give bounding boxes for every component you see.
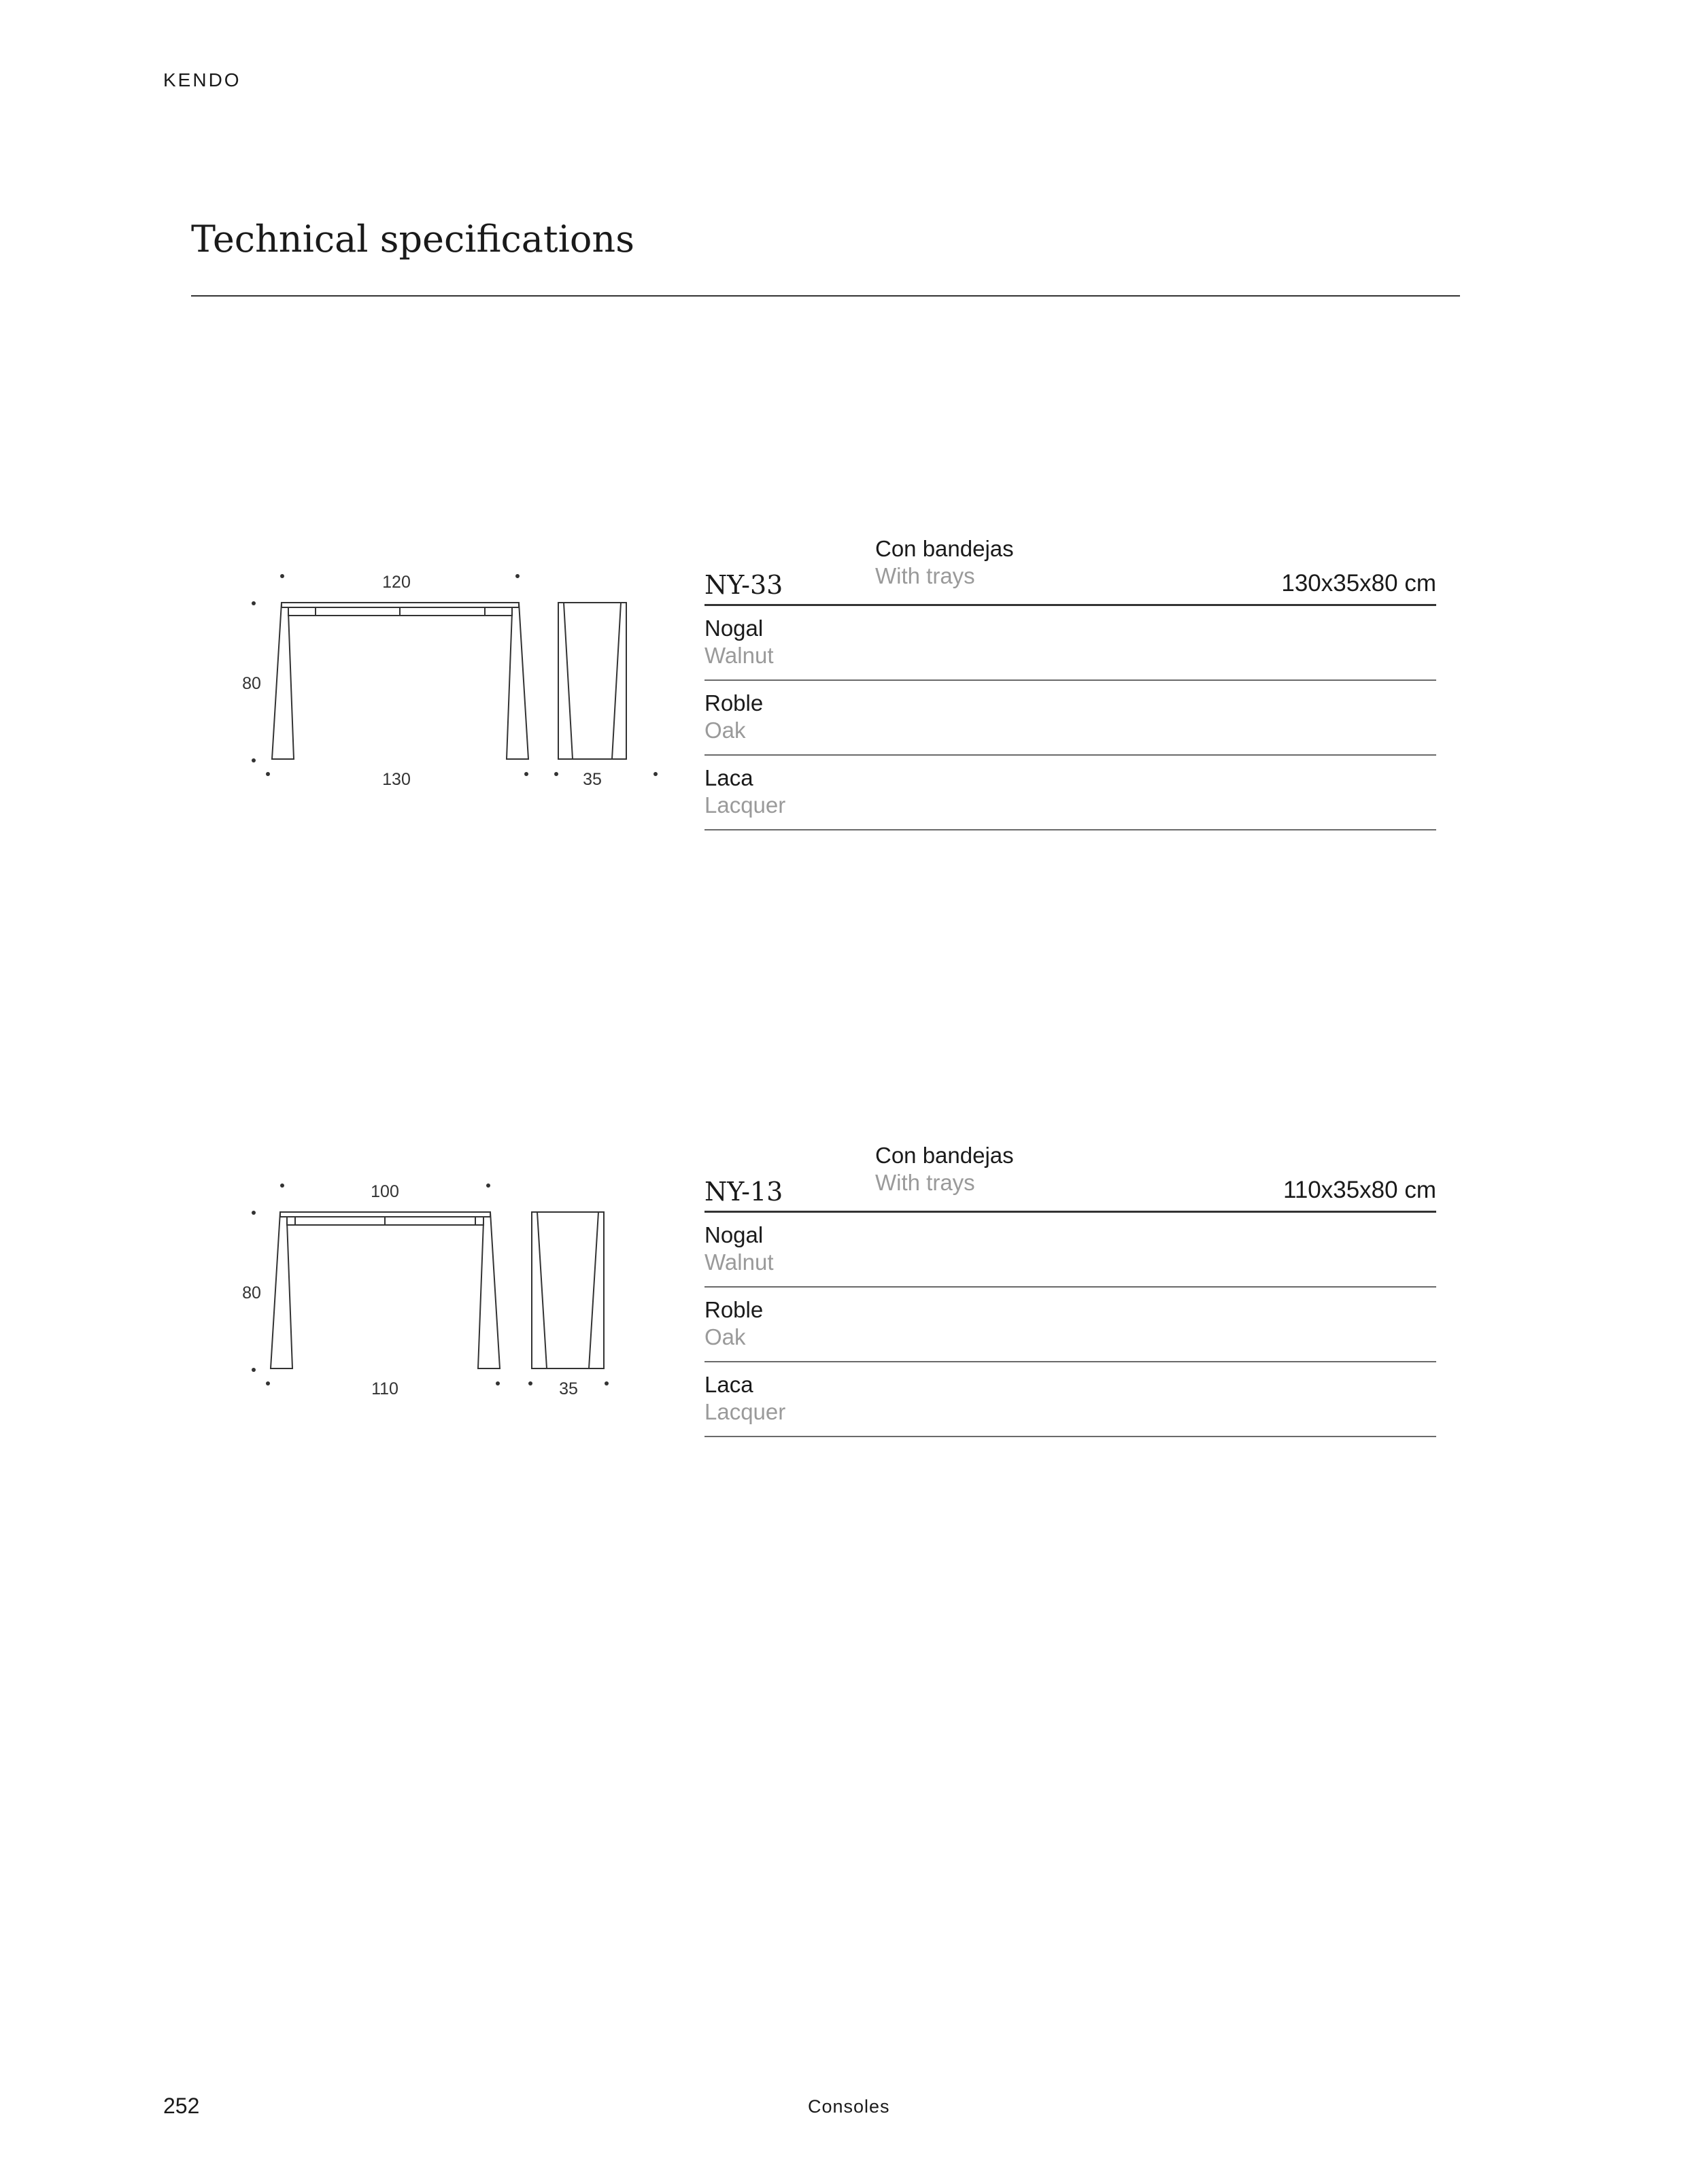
side-view <box>558 603 626 759</box>
variant-spanish: Con bandejas <box>875 536 1014 561</box>
product-drawing-ny13 <box>231 1167 680 1412</box>
finish-spanish: Nogal <box>704 616 764 641</box>
front-view <box>271 1212 500 1368</box>
finish-spanish: Roble <box>704 1297 764 1322</box>
dimension-dots <box>252 574 658 776</box>
section-name: Consoles <box>808 2096 890 2117</box>
finish-row <box>704 756 1436 830</box>
finish-spanish: Roble <box>704 690 764 716</box>
dim-bottom-width: 130 <box>382 770 411 789</box>
product-drawing-ny33 <box>231 558 680 803</box>
model-code: NY-13 <box>704 1177 783 1207</box>
variant-english: With trays <box>875 563 975 588</box>
finish-row <box>704 681 1436 756</box>
finish-english: Oak <box>704 718 746 743</box>
dim-depth: 35 <box>559 1379 578 1398</box>
product-size: 110x35x80 cm <box>1283 1177 1436 1203</box>
variant-english: With trays <box>875 1170 975 1195</box>
finish-row <box>704 606 1436 681</box>
finish-english: Oak <box>704 1324 746 1349</box>
spec-table-ny13 <box>704 1143 1436 1437</box>
page-number: 252 <box>163 2094 200 2118</box>
side-view <box>532 1212 604 1368</box>
finish-row <box>704 1213 1436 1288</box>
finish-row <box>704 1362 1436 1437</box>
brand-name: KENDO <box>163 69 241 90</box>
finish-spanish: Laca <box>704 765 753 790</box>
dim-bottom-width: 110 <box>371 1379 398 1398</box>
spec-header <box>704 536 1436 606</box>
dim-height: 80 <box>242 1283 261 1303</box>
model-code: NY-33 <box>704 570 783 600</box>
finish-english: Lacquer <box>704 792 786 818</box>
product-size: 130x35x80 cm <box>1281 570 1436 597</box>
finish-row <box>704 1288 1436 1362</box>
finish-english: Lacquer <box>704 1399 786 1424</box>
finish-english: Walnut <box>704 643 774 668</box>
variant-spanish: Con bandejas <box>875 1143 1014 1168</box>
dim-depth: 35 <box>583 770 602 789</box>
page-title: Technical specifications <box>191 218 634 261</box>
dimension-dots <box>252 1183 609 1385</box>
finish-spanish: Laca <box>704 1372 753 1397</box>
finish-spanish: Nogal <box>704 1222 764 1247</box>
spec-header <box>704 1143 1436 1213</box>
dim-top-width: 120 <box>382 573 411 592</box>
spec-table-ny33 <box>704 536 1436 830</box>
title-divider <box>191 295 1460 297</box>
dim-height: 80 <box>242 674 261 693</box>
finish-english: Walnut <box>704 1249 774 1275</box>
dim-top-width: 100 <box>371 1182 399 1201</box>
front-view <box>272 603 528 759</box>
